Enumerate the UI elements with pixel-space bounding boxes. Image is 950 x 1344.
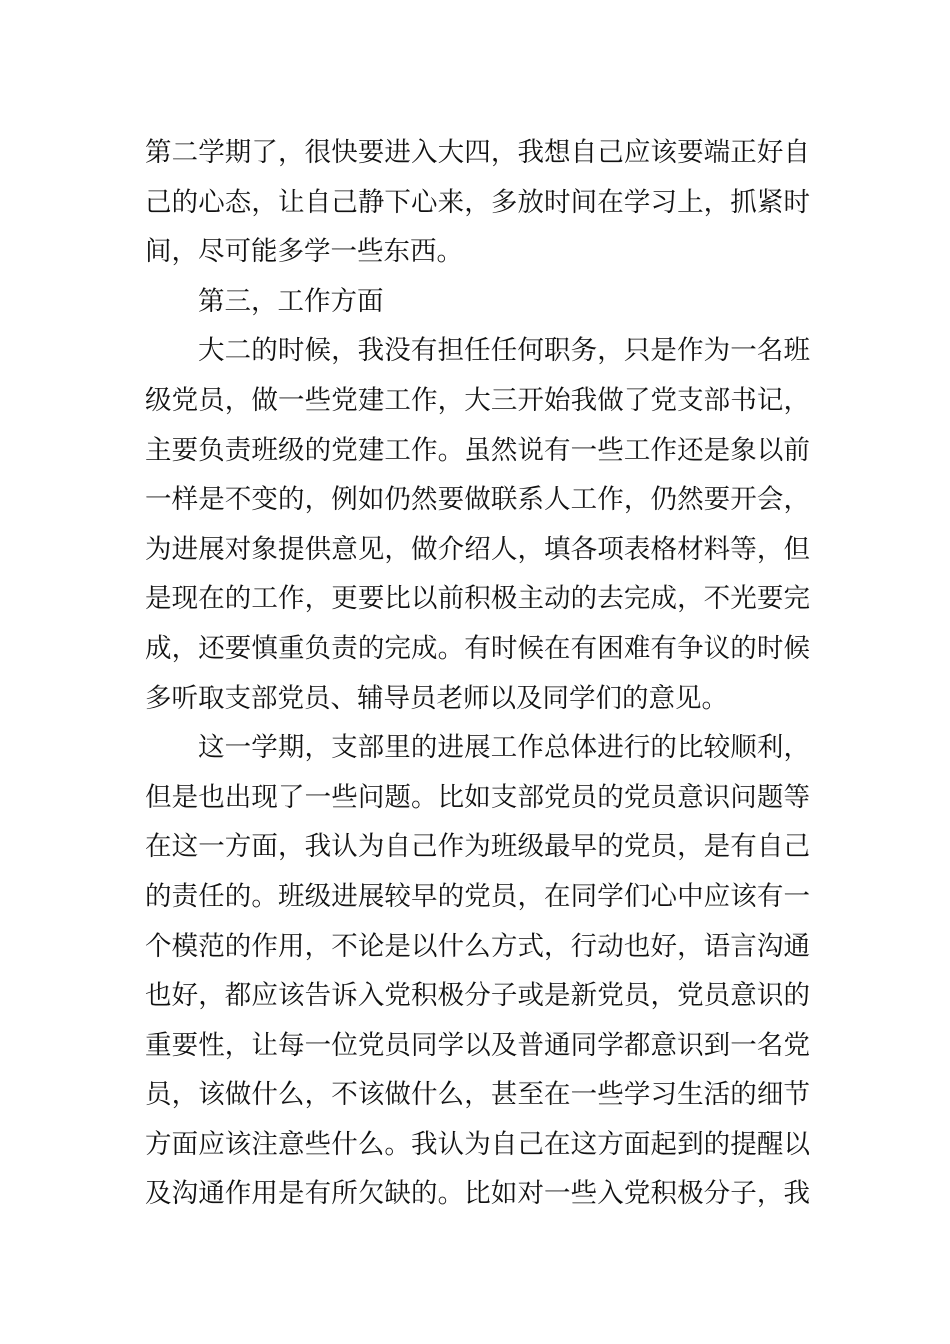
text-line: 个模范的作用，不论是以什么方式，行动也好，语言沟通 bbox=[145, 930, 810, 962]
text-line: 但是也出现了一些问题。比如支部党员的党员意识问题等 bbox=[145, 781, 810, 813]
text-line: 的责任的。班级进展较早的党员，在同学们心中应该有一 bbox=[145, 880, 810, 912]
text-line: 己的心态，让自己静下心来，多放时间在学习上，抓紧时 bbox=[145, 186, 810, 218]
text-line: 第三，工作方面 bbox=[198, 285, 384, 317]
text-line: 员，该做什么，不该做什么，甚至在一些学习生活的细节 bbox=[145, 1079, 810, 1111]
text-line: 成，还要慎重负责的完成。有时候在有困难有争议的时候 bbox=[145, 632, 810, 664]
text-line: 是现在的工作，更要比以前积极主动的去完成，不光要完 bbox=[145, 583, 810, 615]
text-line: 这一学期，支部里的进展工作总体进行的比较顺利， bbox=[198, 732, 810, 764]
text-line: 在这一方面，我认为自己作为班级最早的党员，是有自己 bbox=[145, 831, 810, 863]
text-line: 大二的时候，我没有担任任何职务，只是作为一名班 bbox=[198, 335, 810, 367]
text-line: 为进展对象提供意见，做介绍人，填各项表格材料等，但 bbox=[145, 533, 810, 565]
text-line: 间，尽可能多学一些东西。 bbox=[145, 236, 463, 268]
text-line: 及沟通作用是有所欠缺的。比如对一些入党积极分子，我 bbox=[145, 1178, 810, 1210]
document-body bbox=[145, 128, 810, 1219]
text-line: 第二学期了，很快要进入大四，我想自己应该要端正好自 bbox=[145, 137, 810, 168]
text-line: 方面应该注意些什么。我认为自己在这方面起到的提醒以 bbox=[145, 1128, 810, 1160]
text-line: 级党员，做一些党建工作，大三开始我做了党支部书记， bbox=[145, 384, 810, 416]
text-line: 主要负责班级的党建工作。虽然说有一些工作还是象以前 bbox=[145, 434, 810, 466]
text-line: 多听取支部党员、辅导员老师以及同学们的意见。 bbox=[145, 682, 728, 714]
text-line: 也好，都应该告诉入党积极分子或是新党员，党员意识的 bbox=[145, 980, 810, 1012]
text-line: 重要性，让每一位党员同学以及普通同学都意识到一名党 bbox=[145, 1029, 810, 1061]
text-line: 一样是不变的，例如仍然要做联系人工作，仍然要开会， bbox=[145, 484, 810, 516]
